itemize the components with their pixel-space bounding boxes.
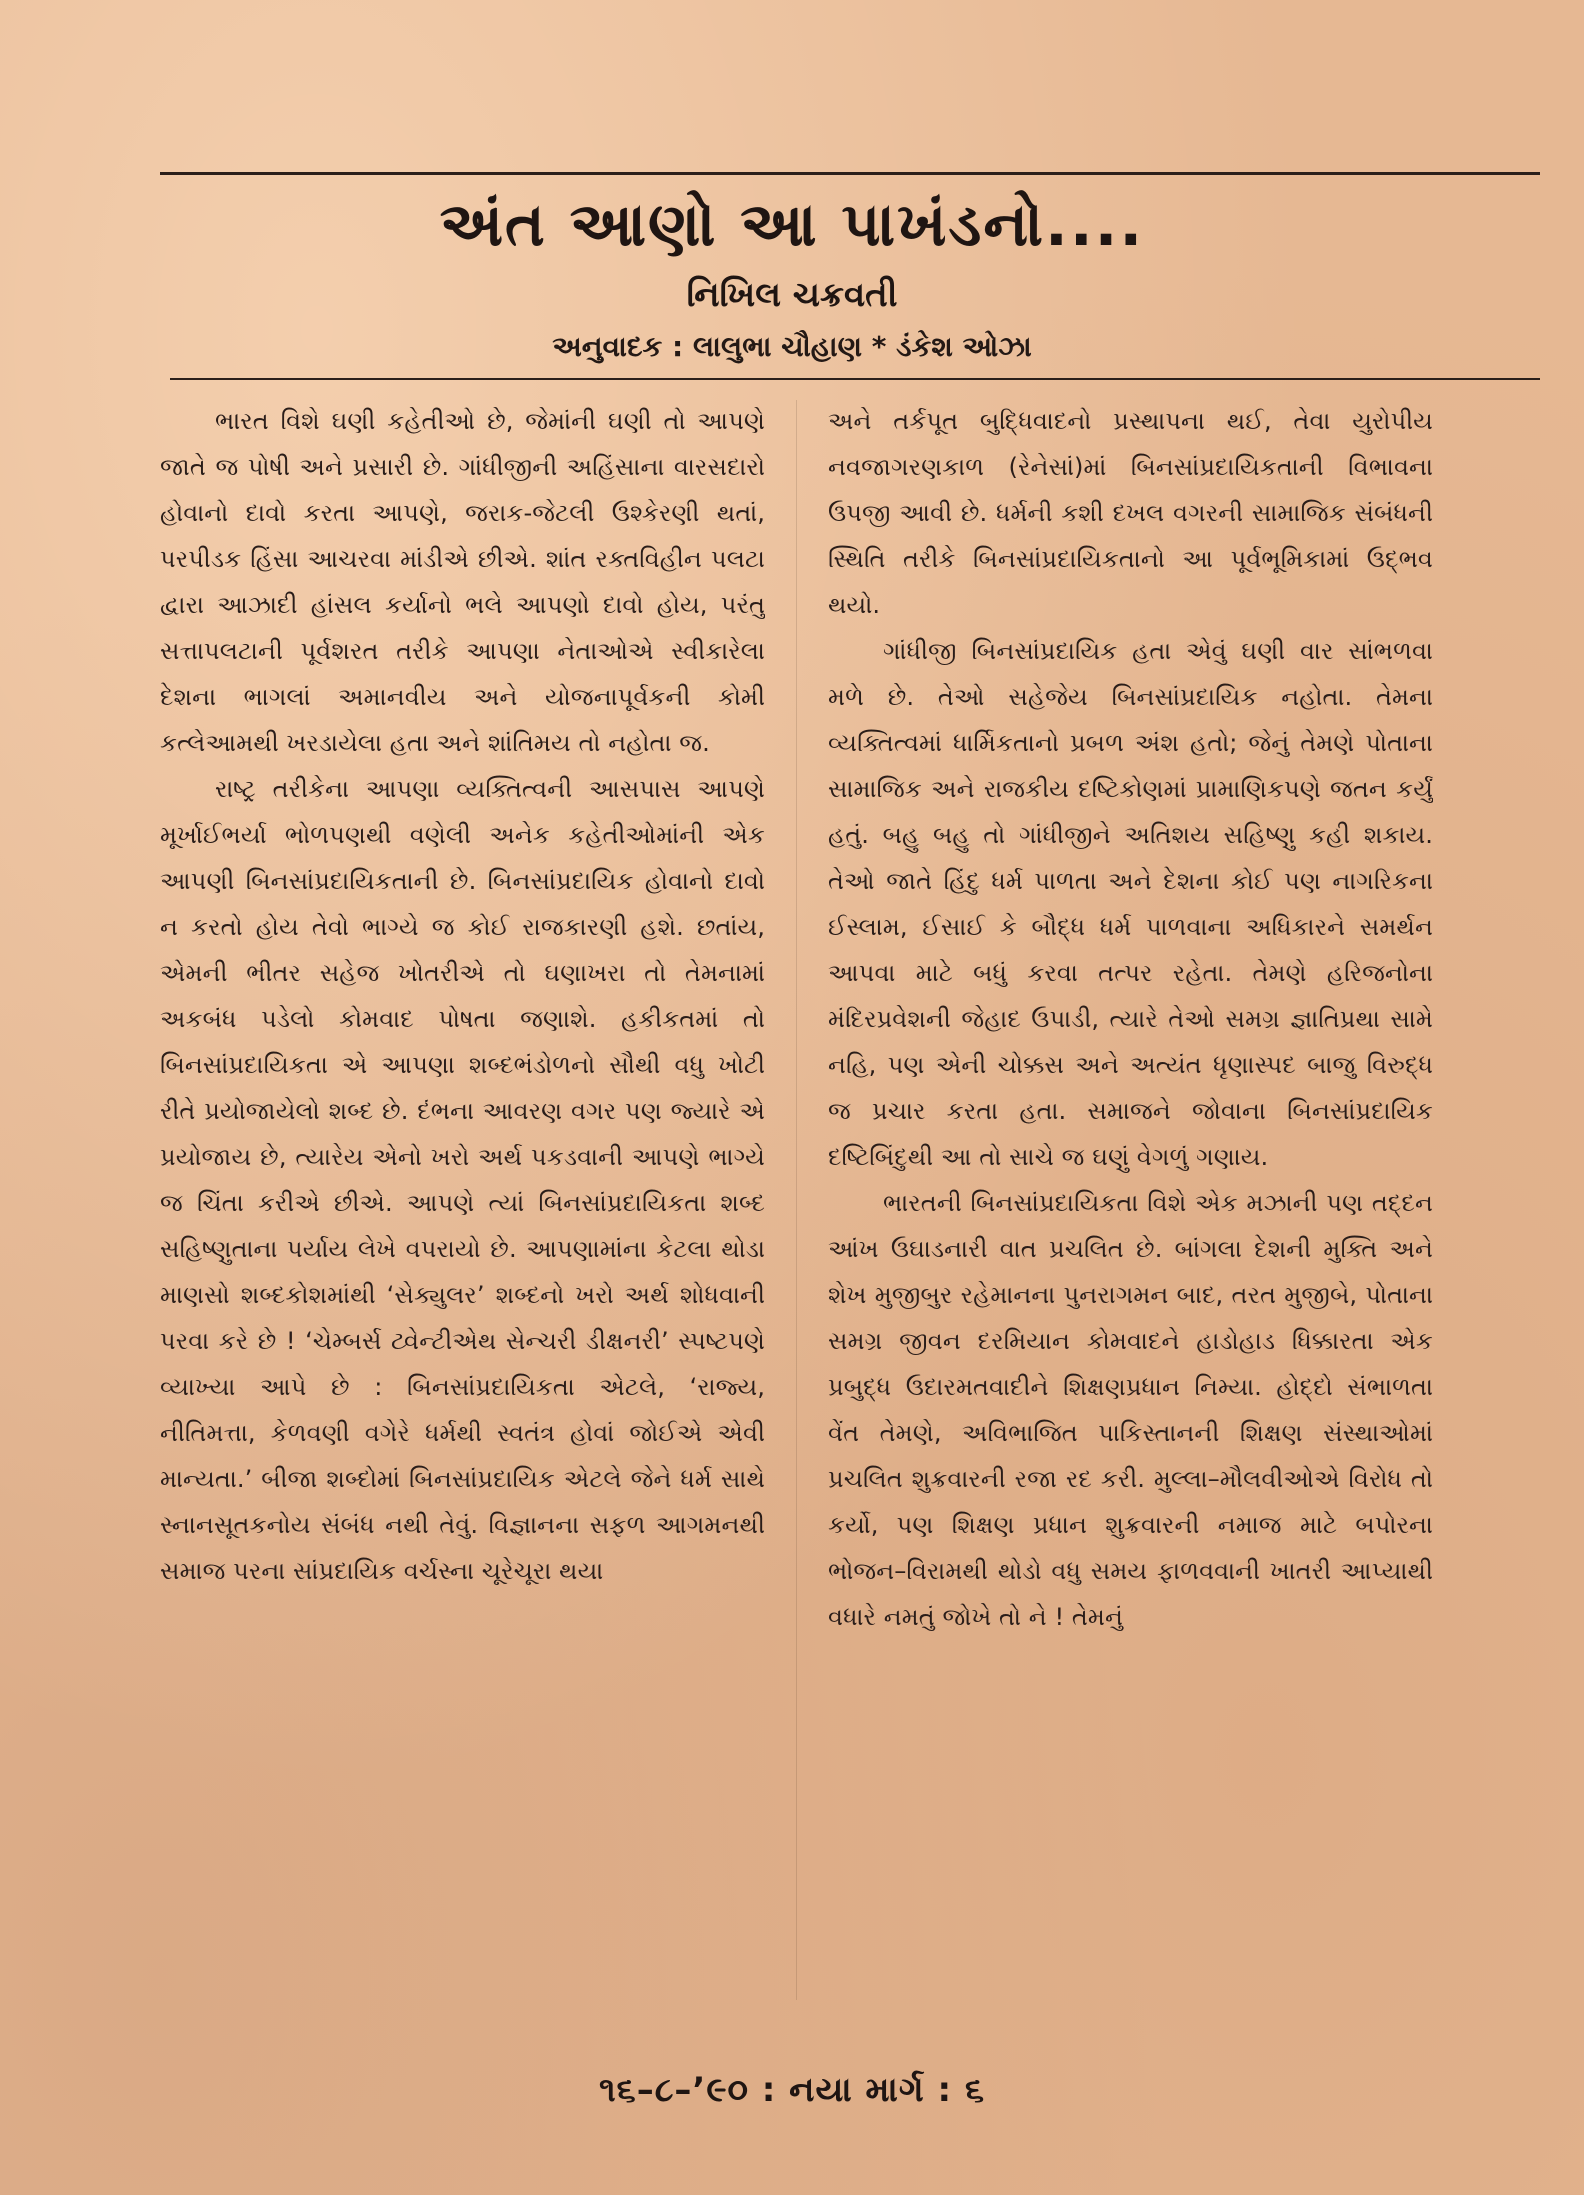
right-column (828, 398, 1433, 2008)
article-title: અંત આણો આ પાખંડનો.... (439, 190, 1145, 260)
right-paragraph-3: ભારતની બિનસાંપ્રદાયિકતા વિશે એક મઝાની પણ તદ્દન આંખ ઉઘાડનારી વાત પ્રચલિત છે. બાંગલા દેશની મુક્તિ અને શેખ મુજીબુર રહેમાનના પુનરાગમન બાદ, તરત મુજીબે, પોતાના સમગ્ર જીવન દરમિયાન કોમવાદને હાડોહાડ ધિક્કારતા એક પ્રબુદ્ધ ઉદારમતવાદીને શિક્ષણપ્રધાન નિમ્યા. હોદ્દો સંભાળતા વેંત તેમણે, અવિભાજિત પાકિસ્તાનની શિક્ષણ સંસ્થાઓમાં પ્રચલિત શુક્રવારની રજા રદ કરી. મુલ્લા–મૌલવીઓએ વિરોધ તો કર્યો, પણ શિક્ષણ પ્રધાન શુક્રવારની નમાજ માટે બપોરના ભોજન–વિરામથી થોડો વધુ સમય ફાળવવાની ખાતરી આપ્યાથી વધારે નમતું જોખે તો ને ! તેમનું (828, 1189, 1433, 1631)
left-paragraph-2: રાષ્ટ્ર તરીકેના આપણા વ્યક્તિત્વની આસપાસ આપણે મૂર્ખાઈભર્યા ભોળપણથી વણેલી અનેક કહેતીઓમાંની એક આપણી બિનસાંપ્રદાયિકતાની છે. બિનસાંપ્રદાયિક હોવાનો દાવો ન કરતો હોય તેવો ભાગ્યે જ કોઈ રાજકારણી હશે. છતાંય, એમની ભીતર સહેજ ખોતરીએ તો ઘણાખરા તો તેમનામાં અકબંધ પડેલો કોમવાદ પોષતા જણાશે. હકીકતમાં તો બિનસાંપ્રદાયિકતા એ આપણા શબ્દભંડોળનો સૌથી વધુ ખોટી રીતે પ્રયોજાયેલો શબ્દ છે. દંભના આવરણ વગર પણ જ્યારે એ પ્રયોજાય છે, ત્યારેય એનો ખરો અર્થ પકડવાની આપણે ભાગ્યે જ ચિંતા કરીએ છીએ. આપણે ત્યાં બિનસાંપ્રદાયિકતા શબ્દ સહિષ્ણુતાના પર્યાય લેખે વપરાયો છે. આપણામાંના કેટલા થોડા માણસો શબ્દકોશમાંથી ‘સેક્યુલર’ શબ્દનો ખરો અર્થ શોધવાની પરવા કરે છે ! ‘ચેમ્બર્સ ટ્વેન્ટીએથ સેન્ચરી ડીક્ષનરી’ સ્પષ્ટપણે વ્યાખ્યા આપે છે : બિનસાંપ્રદાયિકતા એટલે, ‘રાજ્ય, નીતિમત્તા, કેળવણી વગેરે ધર્મથી સ્વતંત્ર હોવાં જોઈએ એવી માન્યતા.’ બીજા શબ્દોમાં બિનસાંપ્રદાયિક એટલે જેને ધર્મ સાથે સ્નાનસૂતકનોય સંબંધ નથી તેવું. વિજ્ઞાનના સફળ આગમનથી સમાજ પરના સાંપ્રદાયિક વર્ચસ્ના ચૂરેચૂરા થયા (160, 775, 765, 1585)
left-paragraph-1: ભારત વિશે ઘણી કહેતીઓ છે, જેમાંની ઘણી તો આપણે જાતે જ પોષી અને પ્રસારી છે. ગાંધીજીની અહિંસાના વારસદારો હોવાનો દાવો કરતા આપણે, જરાક-જેટલી ઉશ્કેરણી થતાં, પરપીડક હિંસા આચરવા માંડીએ છીએ. શાંત રક્તવિહીન પલટા દ્વારા આઝાદી હાંસલ કર્યાનો ભલે આપણો દાવો હોય, પરંતુ સત્તાપલટાની પૂર્વશરત તરીકે આપણા નેતાઓએ સ્વીકારેલા દેશના ભાગલાં અમાનવીય અને યોજનાપૂર્વકની કોમી કત્લેઆમથી ખરડાયેલા હતા અને શાંતિમય તો નહોતા જ. (160, 407, 765, 757)
page-footer: ૧૬–૮–’૯૦ : નયા માર્ગ : ૬ (599, 2070, 985, 2110)
top-rule (160, 172, 1540, 175)
left-column (160, 398, 765, 2008)
column-gutter (796, 400, 797, 2000)
article-author: નિખિલ ચક્રવતી (686, 275, 898, 315)
article-translators: અનુવાદક : લાલુભા ચૌહાણ * ડંકેશ ઓઝા (552, 330, 1032, 363)
byline-rule (170, 378, 1540, 380)
right-paragraph-1: અને તર્કપૂત બુદ્ધિવાદનો પ્રસ્થાપના થઈ, તેવા યુરોપીય નવજાગરણકાળ (રેનેસાં)માં બિનસાંપ્રદાયિકતાની વિભાવના ઉપજી આવી છે. ધર્મની કશી દખલ વગરની સામાજિક સંબંધની સ્થિતિ તરીકે બિનસાંપ્રદાયિકતાનો આ પૂર્વભૂમિકામાં ઉદ્‌ભવ થયો. (828, 407, 1433, 619)
right-paragraph-2: ગાંધીજી બિનસાંપ્રદાયિક હતા એવું ઘણી વાર સાંભળવા મળે છે. તેઓ સહેજેય બિનસાંપ્રદાયિક નહોતા. તેમના વ્યક્તિત્વમાં ધાર્મિકતાનો પ્રબળ અંશ હતો; જેનું તેમણે પોતાના સામાજિક અને રાજકીય દષ્ટિકોણમાં પ્રામાણિકપણે જતન કર્યું હતું. બહુ બહુ તો ગાંધીજીને અતિશય સહિષ્ણુ કહી શકાય. તેઓ જાતે હિંદુ ધર્મ પાળતા અને દેશના કોઈ પણ નાગરિકના ઈસ્લામ, ઈસાઈ કે બૌદ્ધ ધર્મ પાળવાના અધિકારને સમર્થન આપવા માટે બધું કરવા તત્પર રહેતા. તેમણે હરિજનોના મંદિરપ્રવેશની જેહાદ ઉપાડી, ત્યારે તેઓ સમગ્ર જ્ઞાતિપ્રથા સામે નહિ, પણ એની ચોક્કસ અને અત્યંત ધૃણાસ્પદ બાજુ વિરુદ્ધ જ પ્રચાર કરતા હતા. સમાજને જોવાના બિનસાંપ્રદાયિક દષ્ટિબિંદુથી આ તો સાચે જ ઘણું વેગળું ગણાય. (828, 637, 1433, 1171)
